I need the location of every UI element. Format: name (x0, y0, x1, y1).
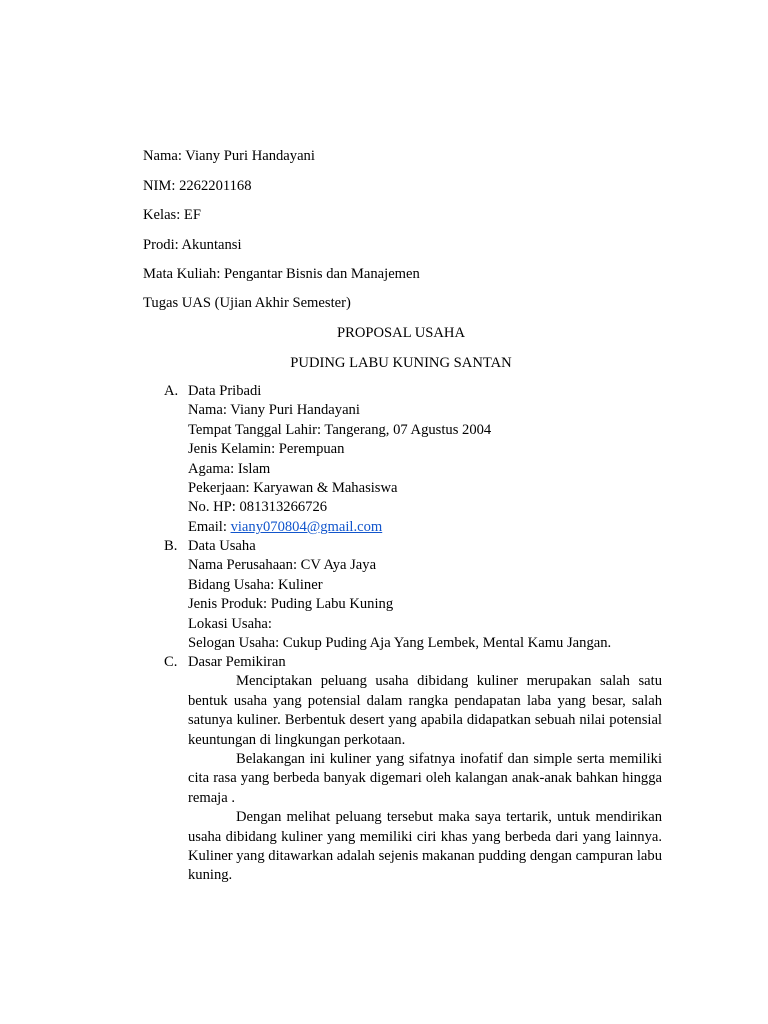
section-c-title: Dasar Pemikiran (188, 654, 286, 670)
email-link[interactable]: viany070804@gmail.com (230, 518, 383, 535)
section-personal-data (164, 382, 662, 537)
personal-phone: No. HP: 081313266726 (188, 499, 328, 516)
business-field: Bidang Usaha: Kuliner (188, 576, 323, 593)
rationale-paragraph-1: Menciptakan peluang usaha dibidang kuliner merupakan salah satu bentuk usaha yang potensial dalam rangka pendapatan laba yang besar, salah satunya kuliner. Berbentuk desert yang apabila didapatkan sebuah nilai potensial keuntungan di lingkungan perkotaan. (188, 673, 662, 748)
personal-gender: Jenis Kelamin: Perempuan (188, 441, 345, 458)
student-class-line: Kelas: EF (143, 207, 201, 223)
student-name-line: Nama: Viany Puri Handayani (143, 148, 315, 164)
email-label: Email: (188, 518, 231, 535)
personal-religion: Agama: Islam (188, 460, 271, 477)
section-b-heading (164, 537, 662, 556)
business-product: Jenis Produk: Puding Labu Kuning (188, 596, 394, 613)
section-c-heading (164, 653, 662, 672)
personal-birth: Tempat Tanggal Lahir: Tangerang, 07 Agustus 2004 (188, 421, 492, 438)
section-business-data (164, 537, 662, 653)
section-b-title: Data Usaha (188, 538, 256, 554)
business-company: Nama Perusahaan: CV Aya Jaya (188, 557, 377, 574)
section-a-letter: A. (164, 383, 179, 399)
section-rationale (164, 653, 662, 886)
section-a-heading (164, 382, 662, 401)
student-nim-line: NIM: 2262201168 (143, 178, 252, 194)
rationale-paragraph-3: Dengan melihat peluang tersebut maka saya tertarik, untuk mendirikan usaha dibidang kuliner yang memiliki ciri khas yang berbeda dari yang lainnya. Kuliner yang ditawarkan adalah sejenis makanan pudding dengan campuran labu kuning. (188, 809, 662, 884)
course-line: Mata Kuliah: Pengantar Bisnis dan Manajemen (143, 266, 420, 282)
section-c-letter: C. (164, 654, 178, 670)
section-b-letter: B. (164, 538, 178, 554)
business-slogan: Selogan Usaha: Cukup Puding Aja Yang Lembek, Mental Kamu Jangan. (188, 634, 612, 651)
business-location: Lokasi Usaha: (188, 615, 272, 632)
proposal-subtitle: PUDING LABU KUNING SANTAN (290, 355, 512, 371)
personal-occupation: Pekerjaan: Karyawan & Mahasiswa (188, 479, 398, 496)
section-a-title: Data Pribadi (188, 383, 262, 399)
study-program-line: Prodi: Akuntansi (143, 237, 242, 253)
rationale-paragraph-2: Belakangan ini kuliner yang sifatnya inofatif dan simple serta memiliki cita rasa yang berbeda banyak digemari oleh kalangan anak-anak bahkan hingga remaja . (188, 751, 662, 806)
personal-name: Nama: Viany Puri Handayani (188, 402, 360, 419)
proposal-title: PROPOSAL USAHA (337, 325, 465, 341)
personal-email (164, 518, 662, 537)
assignment-line: Tugas UAS (Ujian Akhir Semester) (143, 295, 351, 311)
